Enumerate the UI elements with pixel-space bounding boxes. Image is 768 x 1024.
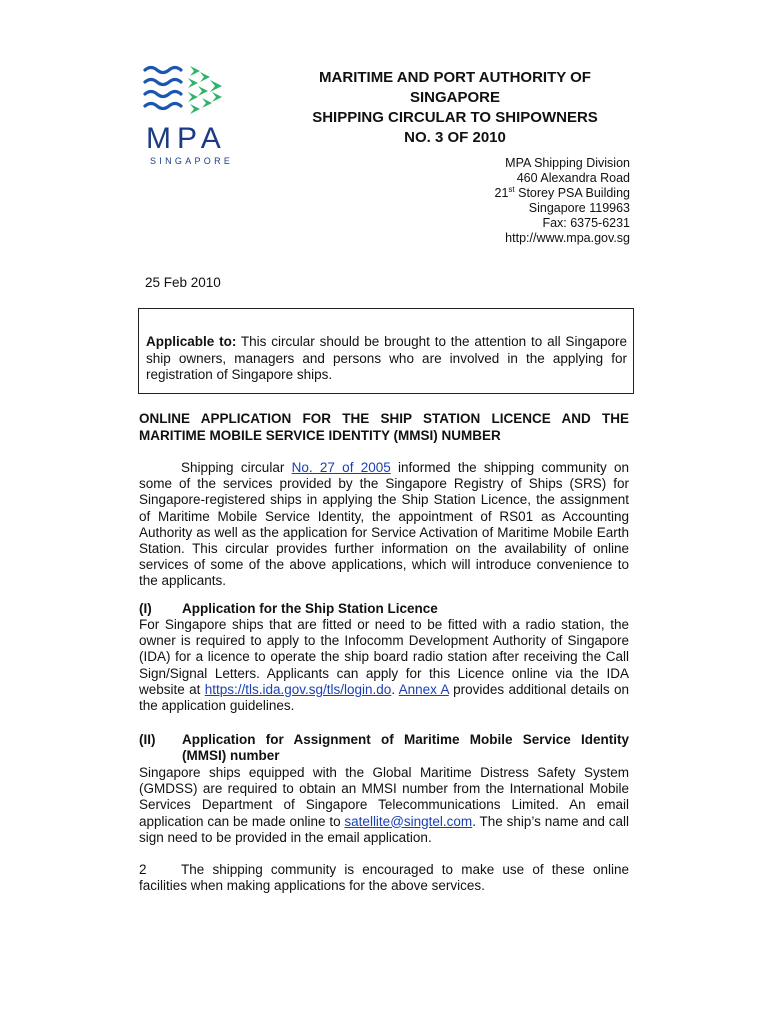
address-line-2: 460 Alexandra Road (516, 171, 630, 185)
logo-wordmark: MPA (146, 122, 227, 155)
address-storey-number: 21 (494, 186, 509, 200)
circular-27-link[interactable]: No. 27 of 2005 (291, 460, 391, 475)
section-2-text-pre: Singapore ships equipped with the Global Maritime Distress Safety System (GMDSS) are required to obtain an MMSI number from the International Mobile Services Department of Singapore Telecommunications Limited. An email application can be made online to (139, 765, 629, 829)
ida-website-link[interactable]: https://tls.ida.gov.sg/tls/login.do (204, 681, 392, 697)
address-line-5: Fax: 6375-6231 (542, 216, 630, 230)
waves-fish-icon (140, 62, 240, 122)
address-line-6: http://www.mpa.gov.sg (505, 231, 630, 245)
applicable-label: Applicable to: (146, 334, 237, 349)
section-1-title: Application for the Ship Station Licence (182, 601, 438, 616)
section-2-title: Application for Assignment of Maritime Mobile Service Identity (MMSI) number (182, 732, 629, 764)
section-2-heading (139, 732, 629, 764)
annex-a-link[interactable]: Annex A (398, 681, 449, 697)
section-1-text-mid: . (391, 681, 399, 697)
header-line-2: SINGAPORE (409, 89, 500, 106)
section-2-body (139, 765, 629, 846)
section-2-text-post: . The ship’s name and call sign need to be provided in the email application. (139, 813, 629, 845)
header-line-3: SHIPPING CIRCULAR TO SHIPOWNERS (312, 109, 598, 126)
section-2-number: (II) (139, 732, 156, 747)
address-block (370, 156, 630, 246)
circular-date: 25 Feb 2010 (145, 275, 221, 290)
address-line-3 (370, 186, 630, 201)
applicable-text: This circular should be brought to the attention to all Singapore ship owners, managers and persons who are involved in the applying for registration of Singapore ships. (146, 334, 627, 382)
closing-paragraph (139, 862, 629, 894)
circular-header (250, 68, 660, 148)
section-1-heading (139, 601, 629, 617)
closing-paragraph-number: 2 (139, 862, 147, 877)
intro-text-post: informed the shipping community on some of the services provided by the Singapore Registry of Ships (SRS) for Singapore-registered ships in applying the Ship Station Licence, the assignment of Maritime Mobile Service Identity, the appointment of RS01 as Accounting Authority as well as the application for Service Activation of Maritime Mobile Earth Station. This circular provides further information on the availability of online services of some of the above applications, which will introduce convenience to the applicants. (139, 460, 629, 589)
section-1-text-pre: For Singapore ships that are fitted or need to be fitted with a radio station, the owner is required to apply to the Infocomm Development Authority of Singapore (IDA) for a licence to operate the ship board radio station after receiving the Call Sign/Signal Letters. Applicants can apply for this Licence online via the IDA website at (139, 617, 629, 697)
header-line-1: MARITIME AND PORT AUTHORITY OF (319, 69, 591, 86)
intro-paragraph (139, 460, 629, 590)
singtel-email-link[interactable]: satellite@singtel.com (344, 813, 473, 829)
applicable-box (138, 308, 634, 394)
section-1-body (139, 617, 629, 714)
address-storey-suffix: st (508, 184, 515, 194)
address-line-1: MPA Shipping Division (505, 156, 630, 170)
mpa-logo (140, 62, 240, 167)
section-1-number: (I) (139, 601, 152, 616)
closing-paragraph-text: The shipping community is encouraged to make use of these online facilities when making applications for the above services. (139, 862, 629, 894)
logo-subtitle: SINGAPORE (150, 156, 234, 166)
header-line-4: NO. 3 OF 2010 (404, 129, 506, 146)
address-line-4: Singapore 119963 (528, 201, 630, 215)
address-storey-rest: Storey PSA Building (514, 186, 630, 200)
document-title: ONLINE APPLICATION FOR THE SHIP STATION LICENCE AND THE MARITIME MOBILE SERVICE IDENTITY (MMSI) NUMBER (139, 411, 629, 443)
intro-text-pre: Shipping circular (181, 460, 292, 475)
section-1-text-post: provides additional details on the application guidelines. (139, 681, 629, 714)
